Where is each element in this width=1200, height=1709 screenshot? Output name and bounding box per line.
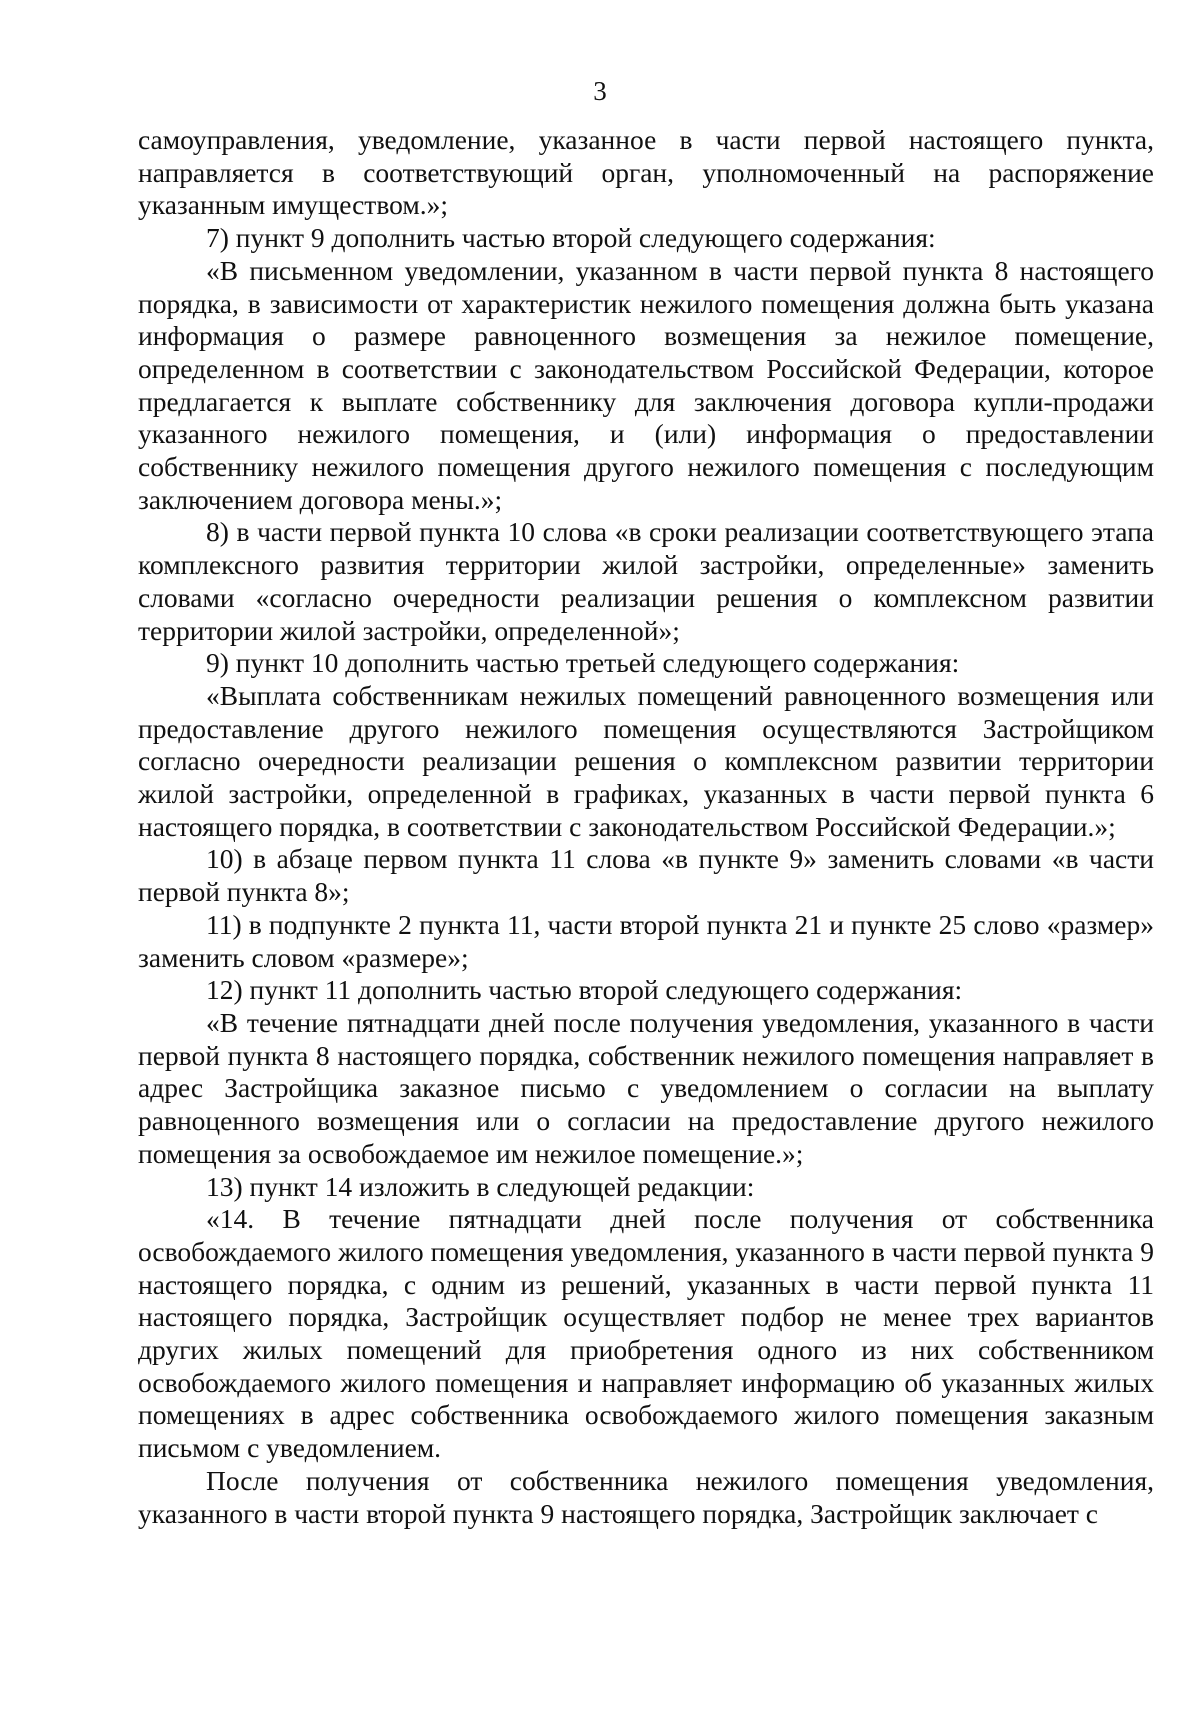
paragraph-item-12: 12) пункт 11 дополнить частью второй следующего содержания: bbox=[206, 974, 963, 1006]
paragraph-item-8: 8) в части первой пункта 10 слова «в сроки реализации соответствующего этапа комплексного развития территории жилой застройки, определенные» заменить словами «согласно очередности реализации решения о комплексном развитии территории жилой застройки, определенной»; bbox=[138, 516, 1154, 646]
page-number: 3 bbox=[593, 76, 607, 106]
paragraph-item-12-quote: «В течение пятнадцати дней после получения уведомления, указанного в части первой пункта 8 настоящего порядка, собственник нежилого помещения направляет в адрес Застройщика заказное письмо с уведомлением о согласии на выплату равноценного возмещения или о согласии на предоставление другого нежилого помещения за освобождаемое им нежилое помещение.»; bbox=[138, 1006, 1154, 1169]
paragraph-continuation: самоуправления, уведомление, указанное в части первой настоящего пункта, направляется в соответствующий орган, уполномоченный на распоряжение указанным имуществом.»; bbox=[138, 124, 1154, 221]
paragraph-item-9: 9) пункт 10 дополнить частью третьей следующего содержания: bbox=[206, 647, 960, 679]
paragraph-item-9-quote: «Выплата собственникам нежилых помещений равноценного возмещения или предоставление другого нежилого помещения осуществляются Застройщиком согласно очередности реализации решения о комплексном развитии территории жилой застройки, определенной в графиках, указанных в части первой пункта 6 настоящего порядка, в соответствии с законодательством Российской Федерации.»; bbox=[138, 679, 1154, 842]
paragraph-item-13-quote-continued: После получения от собственника нежилого помещения уведомления, указанного в части второй пункта 9 настоящего порядка, Застройщик заключает с bbox=[138, 1464, 1154, 1529]
paragraph-item-11: 11) в подпункте 2 пункта 11, части второй пункта 21 и пункте 25 слово «размер» заменить словом «размере»; bbox=[138, 908, 1154, 973]
paragraph-item-7-quote: «В письменном уведомлении, указанном в части первой пункта 8 настоящего порядка, в зависимости от характеристик нежилого помещения должна быть указана информация о размере равноценного возмещения за нежилое помещение, определенном в соответствии с законодательством Российской Федерации, которое предлагается к выплате собственнику для заключения договора купли-продажи указанного нежилого помещения, и (или) информация о предоставлении собственнику нежилого помещения другого нежилого помещения с последующим заключением договора мены.»; bbox=[138, 254, 1154, 515]
document-body bbox=[138, 124, 1154, 1530]
paragraph-item-10: 10) в абзаце первом пункта 11 слова «в пункте 9» заменить словами «в части первой пункта 8»; bbox=[138, 843, 1154, 908]
paragraph-item-13-quote: «14. В течение пятнадцати дней после получения от собственника освобождаемого жилого помещения уведомления, указанного в части первой пункта 9 настоящего порядка, с одним из решений, указанных в части первой пункта 11 настоящего порядка, Застройщик осуществляет подбор не менее трех вариантов других жилых помещений для приобретения одного из них собственником освобождаемого жилого помещения и направляет информацию об указанных жилых помещениях в адрес собственника освобождаемого жилого помещения заказным письмом с уведомлением. bbox=[138, 1203, 1154, 1464]
paragraph-item-7: 7) пункт 9 дополнить частью второй следующего содержания: bbox=[206, 222, 936, 254]
paragraph-item-13: 13) пункт 14 изложить в следующей редакции: bbox=[206, 1170, 755, 1202]
